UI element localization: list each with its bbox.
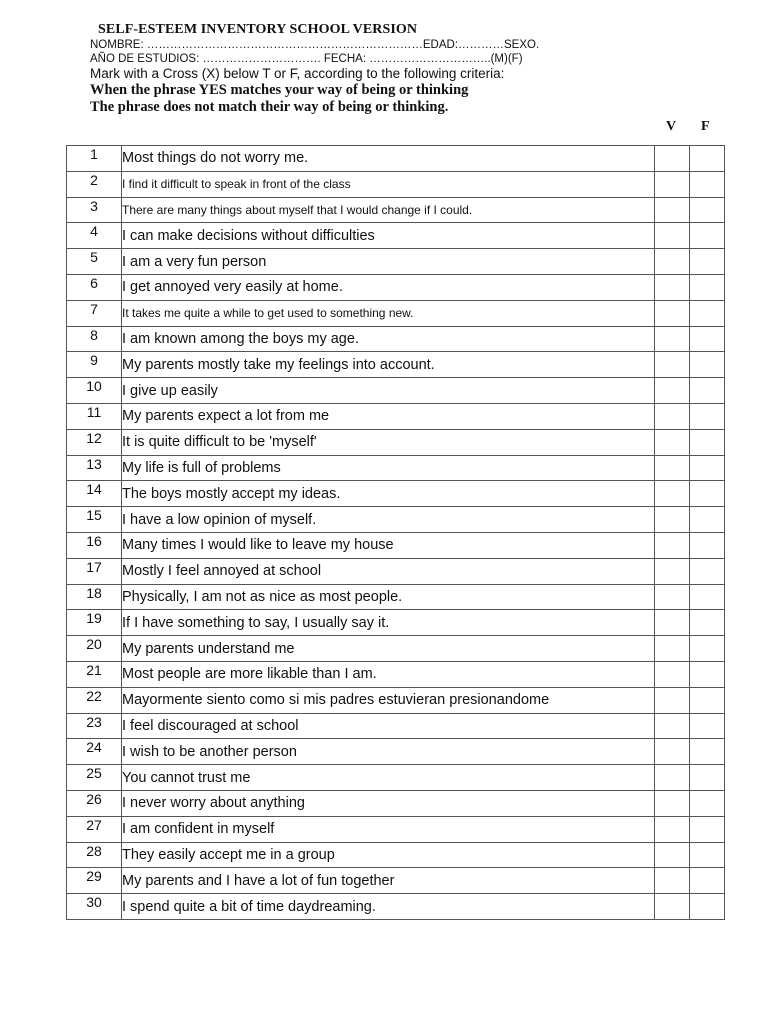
answer-cell-v[interactable] — [655, 584, 690, 610]
answer-cell-f[interactable] — [690, 610, 725, 636]
answer-cell-f[interactable] — [690, 687, 725, 713]
item-number: 17 — [67, 558, 122, 584]
table-row — [67, 352, 725, 378]
criteria-yes: When the phrase YES matches your way of being or thinking — [90, 82, 469, 98]
year-date-line: AÑO DE ESTUDIOS: …………………………. FECHA: …………………………..(M)(F) — [90, 53, 523, 65]
item-statement: I am confident in myself — [122, 816, 655, 842]
answer-cell-f[interactable] — [690, 300, 725, 326]
answer-cell-f[interactable] — [690, 171, 725, 197]
answer-cell-f[interactable] — [690, 584, 725, 610]
answer-cell-v[interactable] — [655, 171, 690, 197]
answer-cell-v[interactable] — [655, 223, 690, 249]
item-statement: I find it difficult to speak in front of the class — [122, 171, 655, 197]
answer-cell-f[interactable] — [690, 249, 725, 275]
item-statement: They easily accept me in a group — [122, 842, 655, 868]
answer-cell-v[interactable] — [655, 352, 690, 378]
answer-cell-f[interactable] — [690, 790, 725, 816]
item-number: 30 — [67, 894, 122, 920]
item-statement: My life is full of problems — [122, 455, 655, 481]
item-number: 4 — [67, 223, 122, 249]
table-row — [67, 584, 725, 610]
item-number: 6 — [67, 274, 122, 300]
item-statement: It takes me quite a while to get used to something new. — [122, 300, 655, 326]
answer-cell-f[interactable] — [690, 868, 725, 894]
table-row — [67, 378, 725, 404]
table-row — [67, 171, 725, 197]
answer-cell-f[interactable] — [690, 378, 725, 404]
item-number: 15 — [67, 507, 122, 533]
item-statement: You cannot trust me — [122, 765, 655, 791]
answer-cell-v[interactable] — [655, 507, 690, 533]
answer-cell-v[interactable] — [655, 765, 690, 791]
item-statement: I give up easily — [122, 378, 655, 404]
item-statement: I am a very fun person — [122, 249, 655, 275]
table-row — [67, 249, 725, 275]
table-row — [67, 661, 725, 687]
answer-cell-v[interactable] — [655, 661, 690, 687]
item-number: 16 — [67, 532, 122, 558]
answer-cell-v[interactable] — [655, 842, 690, 868]
table-row — [67, 403, 725, 429]
table-row — [67, 455, 725, 481]
item-statement: My parents understand me — [122, 636, 655, 662]
item-number: 3 — [67, 197, 122, 223]
table-row — [67, 816, 725, 842]
item-number: 13 — [67, 455, 122, 481]
item-number: 5 — [67, 249, 122, 275]
table-row — [67, 326, 725, 352]
item-statement: I am known among the boys my age. — [122, 326, 655, 352]
answer-cell-v[interactable] — [655, 197, 690, 223]
answer-cell-v[interactable] — [655, 378, 690, 404]
table-row — [67, 532, 725, 558]
table-row — [67, 687, 725, 713]
answer-cell-f[interactable] — [690, 481, 725, 507]
item-statement: I wish to be another person — [122, 739, 655, 765]
item-number: 2 — [67, 171, 122, 197]
answer-cell-v[interactable] — [655, 249, 690, 275]
item-number: 9 — [67, 352, 122, 378]
answer-cell-f[interactable] — [690, 532, 725, 558]
table-row — [67, 765, 725, 791]
instruction-text: Mark with a Cross (X) below T or F, according to the following criteria: — [90, 66, 505, 81]
answer-cell-v[interactable] — [655, 636, 690, 662]
item-number: 19 — [67, 610, 122, 636]
answer-cell-v[interactable] — [655, 274, 690, 300]
column-header-f: F — [701, 119, 710, 134]
item-number: 25 — [67, 765, 122, 791]
item-statement: I have a low opinion of myself. — [122, 507, 655, 533]
table-row — [67, 739, 725, 765]
item-statement: I feel discouraged at school — [122, 713, 655, 739]
item-statement: Physically, I am not as nice as most people. — [122, 584, 655, 610]
answer-cell-f[interactable] — [690, 558, 725, 584]
answer-cell-f[interactable] — [690, 223, 725, 249]
answer-cell-f[interactable] — [690, 765, 725, 791]
answer-cell-f[interactable] — [690, 816, 725, 842]
item-number: 20 — [67, 636, 122, 662]
answer-cell-f[interactable] — [690, 429, 725, 455]
answer-cell-v[interactable] — [655, 481, 690, 507]
answer-cell-v[interactable] — [655, 816, 690, 842]
answer-cell-v[interactable] — [655, 558, 690, 584]
table-row — [67, 507, 725, 533]
answer-cell-f[interactable] — [690, 197, 725, 223]
answer-cell-f[interactable] — [690, 352, 725, 378]
item-statement: My parents mostly take my feelings into account. — [122, 352, 655, 378]
item-number: 29 — [67, 868, 122, 894]
table-row — [67, 842, 725, 868]
answer-cell-f[interactable] — [690, 455, 725, 481]
answer-cell-v[interactable] — [655, 403, 690, 429]
item-number: 26 — [67, 790, 122, 816]
table-row — [67, 274, 725, 300]
answer-cell-v[interactable] — [655, 868, 690, 894]
answer-cell-f[interactable] — [690, 326, 725, 352]
item-statement: Most people are more likable than I am. — [122, 661, 655, 687]
item-number: 14 — [67, 481, 122, 507]
item-statement: I get annoyed very easily at home. — [122, 274, 655, 300]
table-row — [67, 790, 725, 816]
answer-cell-v[interactable] — [655, 610, 690, 636]
table-row — [67, 713, 725, 739]
answer-cell-f[interactable] — [690, 739, 725, 765]
item-statement: Mostly I feel annoyed at school — [122, 558, 655, 584]
table-row — [67, 894, 725, 920]
answer-cell-f[interactable] — [690, 713, 725, 739]
item-number: 8 — [67, 326, 122, 352]
item-number: 27 — [67, 816, 122, 842]
answer-cell-v[interactable] — [655, 429, 690, 455]
item-statement: If I have something to say, I usually say it. — [122, 610, 655, 636]
form-title: SELF-ESTEEM INVENTORY SCHOOL VERSION — [98, 22, 418, 37]
item-number: 23 — [67, 713, 122, 739]
table-row — [67, 610, 725, 636]
table-row — [67, 558, 725, 584]
answer-cell-v[interactable] — [655, 739, 690, 765]
table-row — [67, 636, 725, 662]
table-row — [67, 146, 725, 172]
name-age-sex-line: NOMBRE: ………………………………………………………………EDAD:…………SEXO. — [90, 39, 540, 51]
answer-cell-f[interactable] — [690, 894, 725, 920]
answer-cell-f[interactable] — [690, 274, 725, 300]
item-number: 11 — [67, 403, 122, 429]
item-statement: Most things do not worry me. — [122, 146, 655, 172]
answer-cell-v[interactable] — [655, 146, 690, 172]
answer-cell-f[interactable] — [690, 636, 725, 662]
item-statement: My parents and I have a lot of fun together — [122, 868, 655, 894]
table-row — [67, 300, 725, 326]
table-row — [67, 868, 725, 894]
item-statement: Many times I would like to leave my house — [122, 532, 655, 558]
answer-cell-f[interactable] — [690, 403, 725, 429]
item-number: 10 — [67, 378, 122, 404]
inventory-table — [66, 145, 725, 920]
item-statement: I can make decisions without difficulties — [122, 223, 655, 249]
item-number: 18 — [67, 584, 122, 610]
item-number: 7 — [67, 300, 122, 326]
item-number: 28 — [67, 842, 122, 868]
item-statement: Mayormente siento como si mis padres estuvieran presionandome — [122, 687, 655, 713]
item-number: 22 — [67, 687, 122, 713]
answer-cell-v[interactable] — [655, 894, 690, 920]
answer-cell-v[interactable] — [655, 326, 690, 352]
column-header-v: V — [666, 119, 677, 134]
answer-cell-f[interactable] — [690, 842, 725, 868]
answer-cell-v[interactable] — [655, 687, 690, 713]
answer-cell-v[interactable] — [655, 300, 690, 326]
answer-cell-v[interactable] — [655, 455, 690, 481]
item-number: 24 — [67, 739, 122, 765]
table-row — [67, 481, 725, 507]
answer-cell-v[interactable] — [655, 532, 690, 558]
answer-cell-v[interactable] — [655, 713, 690, 739]
item-statement: The boys mostly accept my ideas. — [122, 481, 655, 507]
item-number: 1 — [67, 146, 122, 172]
criteria-no: The phrase does not match their way of being or thinking. — [90, 99, 449, 115]
item-number: 21 — [67, 661, 122, 687]
answer-cell-f[interactable] — [690, 146, 725, 172]
table-row — [67, 197, 725, 223]
item-number: 12 — [67, 429, 122, 455]
answer-cell-f[interactable] — [690, 661, 725, 687]
item-statement: I never worry about anything — [122, 790, 655, 816]
table-row — [67, 429, 725, 455]
item-statement: There are many things about myself that I would change if I could. — [122, 197, 655, 223]
answer-cell-f[interactable] — [690, 507, 725, 533]
item-statement: It is quite difficult to be 'myself' — [122, 429, 655, 455]
table-row — [67, 223, 725, 249]
answer-cell-v[interactable] — [655, 790, 690, 816]
item-statement: I spend quite a bit of time daydreaming. — [122, 894, 655, 920]
item-statement: My parents expect a lot from me — [122, 403, 655, 429]
